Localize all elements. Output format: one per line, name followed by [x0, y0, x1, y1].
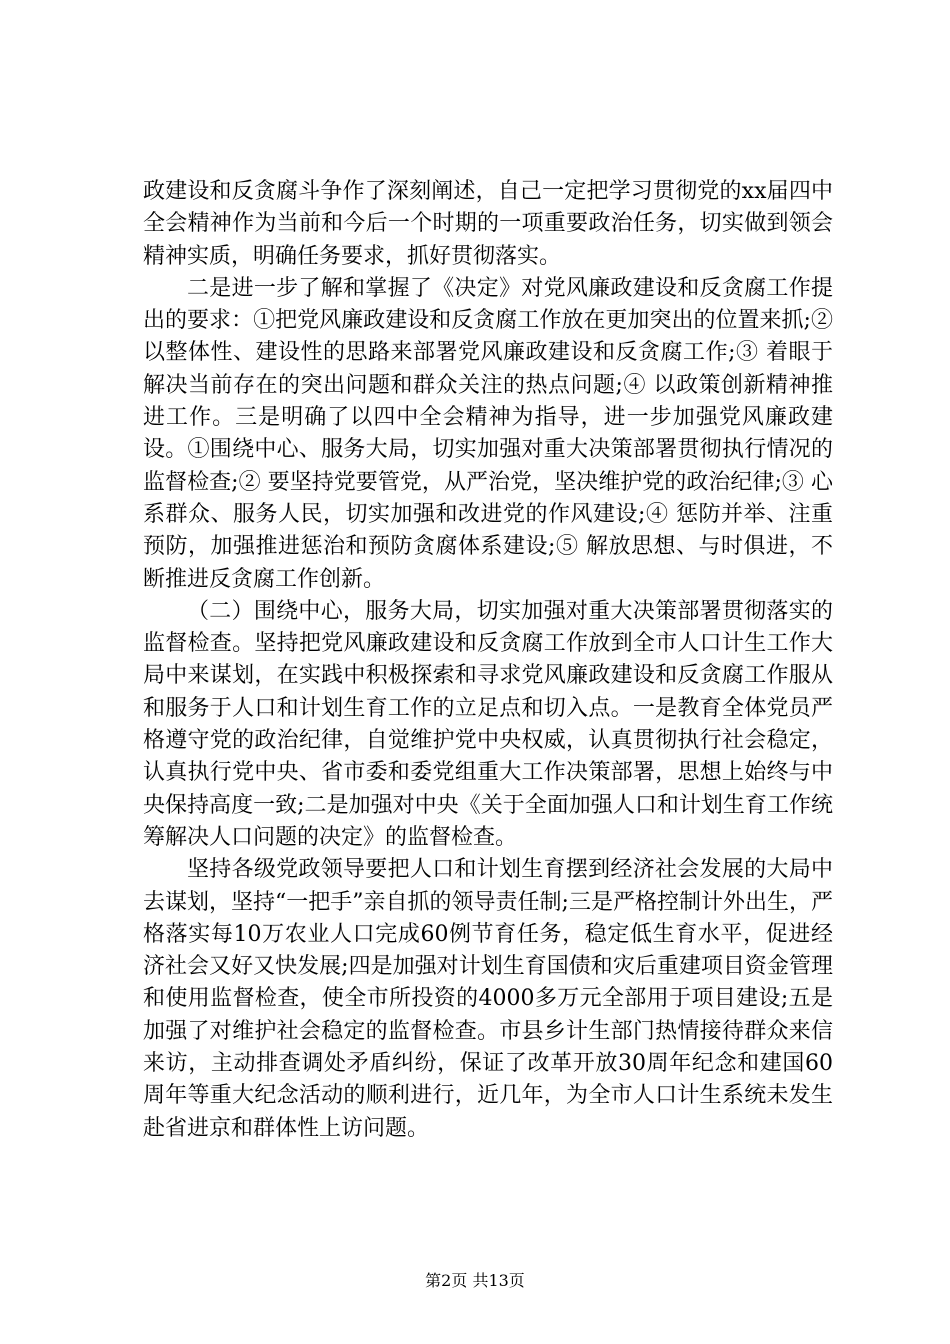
paragraph-population-planning: 坚持各级党政领导要把人口和计划生育摆到经济社会发展的大局中去谋划，坚持“一把手”亲自抓的领导责任制;三是严格控制计外出生，严格落实每10万农业人口完成60例节育任务，稳定低生育水平，促进经济社会又好又快发展;四是加强对计划生育国债和灾后重建项目资金管理和使用监督检查，使全市所投资的4000多万元全部用于项目建设;五是加强了对维护社会稳定的监督检查。市县乡计生部门热情接待群众来信来访，主动排查调处矛盾纠纷，保证了改革开放30周年纪念和建国60周年等重大纪念活动的顺利进行，近几年，为全市人口计生系统未发生赴省进京和群体性上访问题。 [143, 857, 833, 1141]
paragraph-continuation: 政建设和反贪腐斗争作了深刻阐述，自己一定把学习贯彻党的xx届四中全会精神作为当前和今后一个时期的一项重要政治任务，切实做到领会精神实质，明确任务要求，抓好贯彻落实。 [143, 179, 833, 269]
paragraph-section-two: （二）围绕中心，服务大局，切实加强对重大决策部署贯彻落实的监督检查。坚持把党风廉政建设和反贪腐工作放到全市人口计生工作大局中来谋划，在实践中积极探索和寻求党风廉政建设和反贪腐工作服从和服务于人口和计划生育工作的立足点和切入点。一是教育全体党员严格遵守党的政治纪律，自觉维护党中央权威，认真贯彻执行社会稳定，认真执行党中央、省市委和委党组重大工作决策部署，思想上始终与中央保持高度一致;二是加强对中央《关于全面加强人口和计划生育工作统筹解决人口问题的决定》的监督检查。 [143, 598, 833, 850]
page-number-footer: 第2页 共13页 [425, 1271, 525, 1290]
paragraph-requirements: 二是进一步了解和掌握了《决定》对党风廉政建设和反贪腐工作提出的要求：①把党风廉政建设和反贪腐工作放在更加突出的位置来抓;② 以整体性、建设性的思路来部署党风廉政建设和反贪腐工作;③ 着眼于解决当前存在的突出问题和群众关注的热点问题;④ 以政策创新精神推进工作。三是明确了以四中全会精神为指导，进一步加强党风廉政建设。①围绕中心、服务大局，切实加强对重大决策部署贯彻执行情况的监督检查;② 要坚持党要管党，从严治党，坚决维护党的政治纪律;③ 心系群众、服务人民，切实加强和改进党的作风建设;④ 惩防并举、注重预防，加强推进惩治和预防贪腐体系建设;⑤ 解放思想、与时俱进，不断推进反贪腐工作创新。 [143, 275, 833, 592]
document-body [143, 176, 833, 1145]
